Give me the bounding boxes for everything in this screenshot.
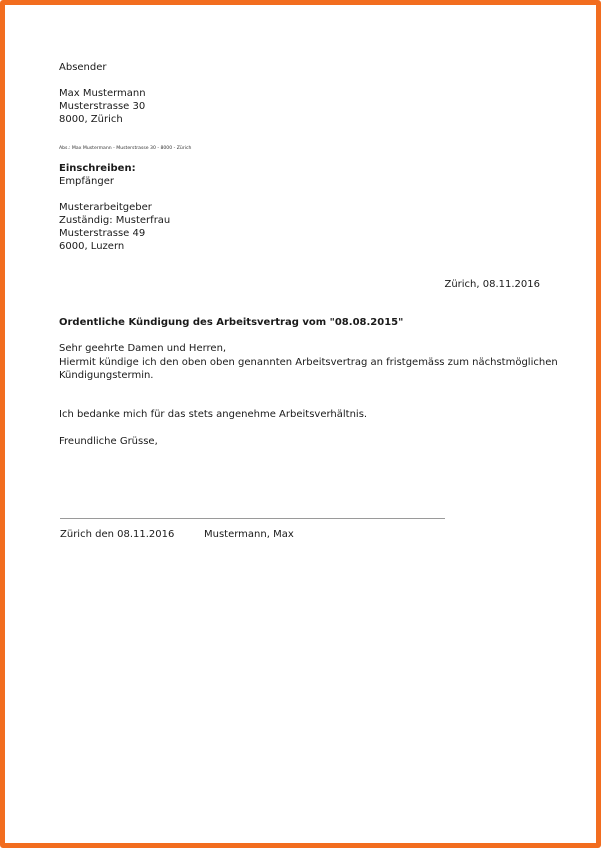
- thanks-line: Ich bedanke mich für das stets angenehme Arbeitsverhältnis.: [59, 409, 368, 420]
- signature-place-date: Zürich den 08.11.2016: [60, 529, 175, 540]
- body-line-2: Kündigungstermin.: [59, 370, 154, 381]
- recipient-city: 6000, Luzern: [59, 241, 125, 252]
- sender-heading: Absender: [59, 62, 107, 73]
- signature-line: [60, 518, 445, 519]
- subject-line: Ordentliche Kündigung des Arbeitsvertrag vom "08.08.2015": [59, 317, 404, 328]
- recipient-company: Musterarbeitgeber: [59, 202, 152, 213]
- sender-city: 8000, Zürich: [59, 114, 123, 125]
- delivery-note: Einschreiben:: [59, 163, 136, 174]
- sender-street: Musterstrasse 30: [59, 101, 146, 112]
- recipient-street: Musterstrasse 49: [59, 228, 146, 239]
- recipient-heading: Empfänger: [59, 176, 115, 187]
- sender-name: Max Mustermann: [59, 88, 146, 99]
- place-date: Zürich, 08.11.2016: [444, 279, 540, 290]
- recipient-contact: Zuständig: Musterfrau: [59, 215, 171, 226]
- salutation: Sehr geehrte Damen und Herren,: [59, 343, 227, 354]
- body-line-1: Hiermit kündige ich den oben oben genannten Arbeitsvertrag an fristgemäss zum nächstmöglichen: [59, 357, 558, 368]
- return-address-line: Abs.: Max Mustermann - Musterstrasse 30 - 8000 - Zürich: [59, 146, 192, 151]
- closing-line: Freundliche Grüsse,: [59, 436, 158, 447]
- signature-name: Mustermann, Max: [204, 529, 294, 540]
